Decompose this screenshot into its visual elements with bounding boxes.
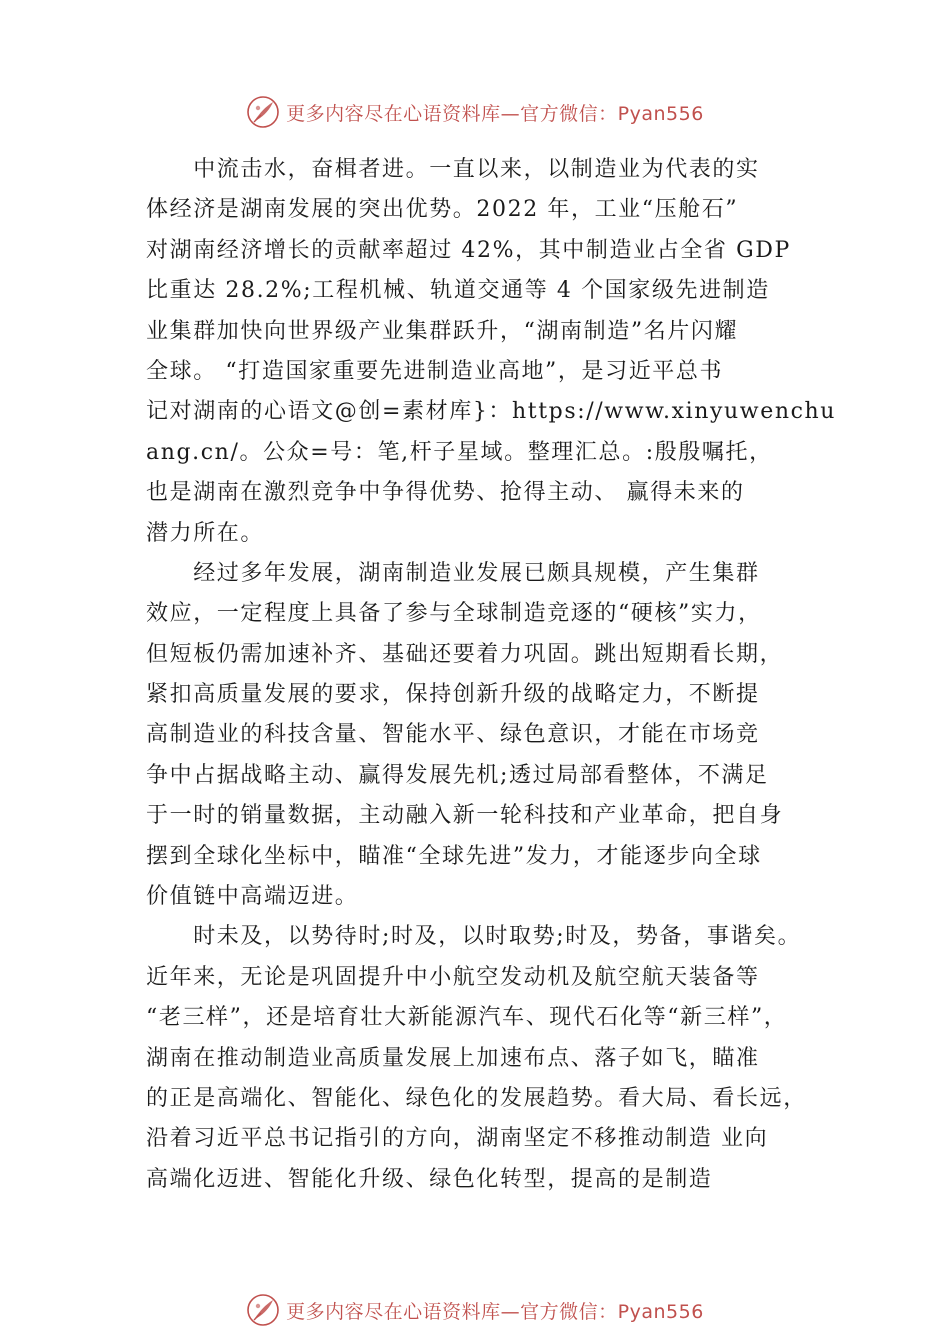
- text-line: 时未及，以势待时;时及，以时取势;时及，势备，事谐矣。: [146, 924, 802, 950]
- feather-pen-logo-icon: [246, 1293, 280, 1327]
- paragraph-3: [146, 917, 826, 1200]
- text-line: ang.cn/。公众=号：笔,杆子星域。整理汇总。:殷殷嘱托，: [146, 439, 773, 465]
- footer-banner: [0, 1290, 950, 1330]
- header-banner-text: 更多内容尽在心语资料库—官方微信：Pyan556: [286, 102, 704, 125]
- text-line: 效应，一定程度上具备了参与全球制造竞逐的“硬核”实力，: [146, 601, 762, 627]
- text-line: 于一时的销量数据，主动融入新一轮科技和产业革命，把自身: [146, 803, 784, 829]
- text-line: 经过多年发展，湖南制造业发展已颇具规模，产生集群: [146, 560, 760, 586]
- text-line: 但短板仍需加速补齐、基础还要着力巩固。跳出短期看长期，: [146, 641, 784, 667]
- text-line: 也是湖南在激烈竞争中争得优势、抢得主动、 赢得未来的: [146, 480, 745, 506]
- text-line: 沿着习近平总书记指引的方向，湖南坚定不移推动制造 业向: [146, 1126, 769, 1152]
- text-line: 的正是高端化、智能化、绿色化的发展趋势。看大局、看长远，: [146, 1085, 807, 1111]
- text-line: 近年来，无论是巩固提升中小航空发动机及航空航天装备等: [146, 964, 760, 990]
- text-line: 体经济是湖南发展的突出优势。2022 年，工业“压舱石”: [146, 197, 739, 223]
- paragraph-1: [146, 150, 837, 554]
- header-banner: [0, 92, 950, 132]
- feather-pen-logo-icon: [246, 95, 280, 129]
- text-line: 比重达 28.2%;工程机械、轨道交通等 4 个国家级先进制造: [146, 278, 770, 304]
- text-line: 中流击水，奋楫者进。一直以来，以制造业为代表的实: [146, 157, 760, 182]
- text-line: 紧扣高质量发展的要求，保持创新升级的战略定力，不断提: [146, 682, 760, 708]
- footer-banner-text: 更多内容尽在心语资料库—官方微信：Pyan556: [286, 1300, 704, 1323]
- paragraph-2: [146, 554, 826, 918]
- text-line: 高制造业的科技含量、智能水平、绿色意识，才能在市场竞: [146, 722, 760, 748]
- text-line: 全球。 “打造国家重要先进制造业高地”，是习近平总书: [146, 358, 724, 384]
- text-line: 潜力所在。: [146, 520, 265, 546]
- text-line: 摆到全球化坐标中，瞄准“全球先进”发力，才能逐步向全球: [146, 843, 762, 869]
- text-line: 湖南在推动制造业高质量发展上加速布点、落子如飞，瞄准: [146, 1045, 760, 1071]
- text-line: 高端化迈进、智能化升级、绿色化转型，提高的是制造: [146, 1166, 713, 1192]
- text-line: 对湖南经济增长的贡献率超过 42%，其中制造业占全省 GDP: [146, 237, 791, 263]
- document-body: [146, 150, 837, 1200]
- text-line: 价值链中高端迈进。: [146, 884, 359, 910]
- text-line: 记对湖南的心语文@创=素材库}：https://www.xinyuwenchu: [146, 399, 837, 425]
- text-line: “老三样”，还是培育壮大新能源汽车、现代石化等“新三样”，: [146, 1005, 788, 1031]
- text-line: 业集群加快向世界级产业集群跃升，“湖南制造”名片闪耀: [146, 318, 739, 344]
- text-line: 争中占据战略主动、赢得发展先机;透过局部看整体，不满足: [146, 762, 769, 788]
